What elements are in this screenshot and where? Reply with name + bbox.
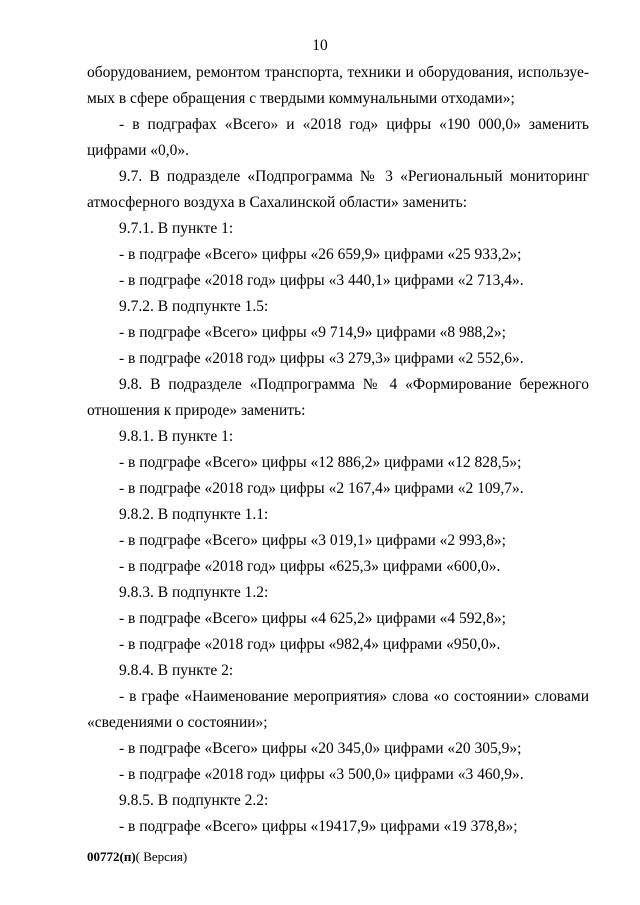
text-line: - в подграфе «Всего» цифры «4 625,2» цифрами «4 592,8»; (119, 610, 506, 627)
text-line: - в подграфе «Всего» цифры «26 659,9» цифрами «25 933,2»; (119, 246, 522, 263)
text-line: - в подграфе «2018 год» цифры «3 279,3» цифрами «2 552,6». (119, 350, 524, 367)
text-line: - в подграфе «2018 год» цифры «625,3» цифрами «600,0». (119, 558, 501, 575)
document-version: ( Версия) (135, 849, 188, 864)
text-line: атмосферного воздуха в Сахалинской области» заменить: (87, 194, 468, 211)
text-line: - в графе «Наименование мероприятия» слова «о состоянии» словами (119, 688, 589, 705)
text-line: - в подграфах «Всего» и «2018 год» цифры «190 000,0» заменить (119, 116, 589, 133)
text-line: 9.7. В подразделе «Подпрограмма № 3 «Региональный мониторинг (119, 168, 589, 185)
text-line: 9.8.5. В подпункте 2.2: (119, 792, 269, 809)
document-code: 00772(п) (87, 849, 136, 864)
text-line: мых в сфере обращения с твердыми коммунальными отходами»; (87, 90, 515, 107)
text-line: оборудованием, ремонтом транспорта, техники и оборудования, используе- (87, 64, 589, 81)
text-line: - в подграфе «2018 год» цифры «2 167,4» цифрами «2 109,7». (119, 480, 524, 497)
text-line: 9.8. В подразделе «Подпрограмма № 4 «Формирование бережного (119, 376, 589, 393)
text-line: - в подграфе «Всего» цифры «9 714,9» цифрами «8 988,2»; (119, 324, 506, 341)
text-line: - в подграфе «Всего» цифры «19417,9» цифрами «19 378,8»; (119, 818, 518, 835)
text-line: - в подграфе «2018 год» цифры «982,4» цифрами «950,0». (119, 636, 501, 653)
text-line: 9.8.3. В подпункте 1.2: (119, 584, 269, 601)
text-line: 9.7.1. В пункте 1: (119, 220, 234, 237)
text-line: - в подграфе «Всего» цифры «20 345,0» цифрами «20 305,9»; (119, 740, 522, 757)
document-footer (87, 849, 187, 865)
page-number: 10 (312, 37, 328, 54)
text-line: 9.8.1. В пункте 1: (119, 428, 234, 445)
text-line: цифрами «0,0». (87, 142, 189, 159)
text-line: - в подграфе «2018 год» цифры «3 440,1» цифрами «2 713,4». (119, 272, 524, 289)
text-line: - в подграфе «Всего» цифры «12 886,2» цифрами «12 828,5»; (119, 454, 522, 471)
text-line: 9.8.2. В подпункте 1.1: (119, 506, 269, 523)
text-line: отношения к природе» заменить: (87, 402, 306, 419)
text-line: - в подграфе «Всего» цифры «3 019,1» цифрами «2 993,8»; (119, 532, 506, 549)
text-line: «сведениями о состоянии»; (87, 714, 268, 731)
text-line: 9.7.2. В подпункте 1.5: (119, 298, 269, 315)
document-body (87, 60, 589, 840)
text-line: 9.8.4. В пункте 2: (119, 662, 234, 679)
text-line: - в подграфе «2018 год» цифры «3 500,0» цифрами «3 460,9». (119, 766, 524, 783)
